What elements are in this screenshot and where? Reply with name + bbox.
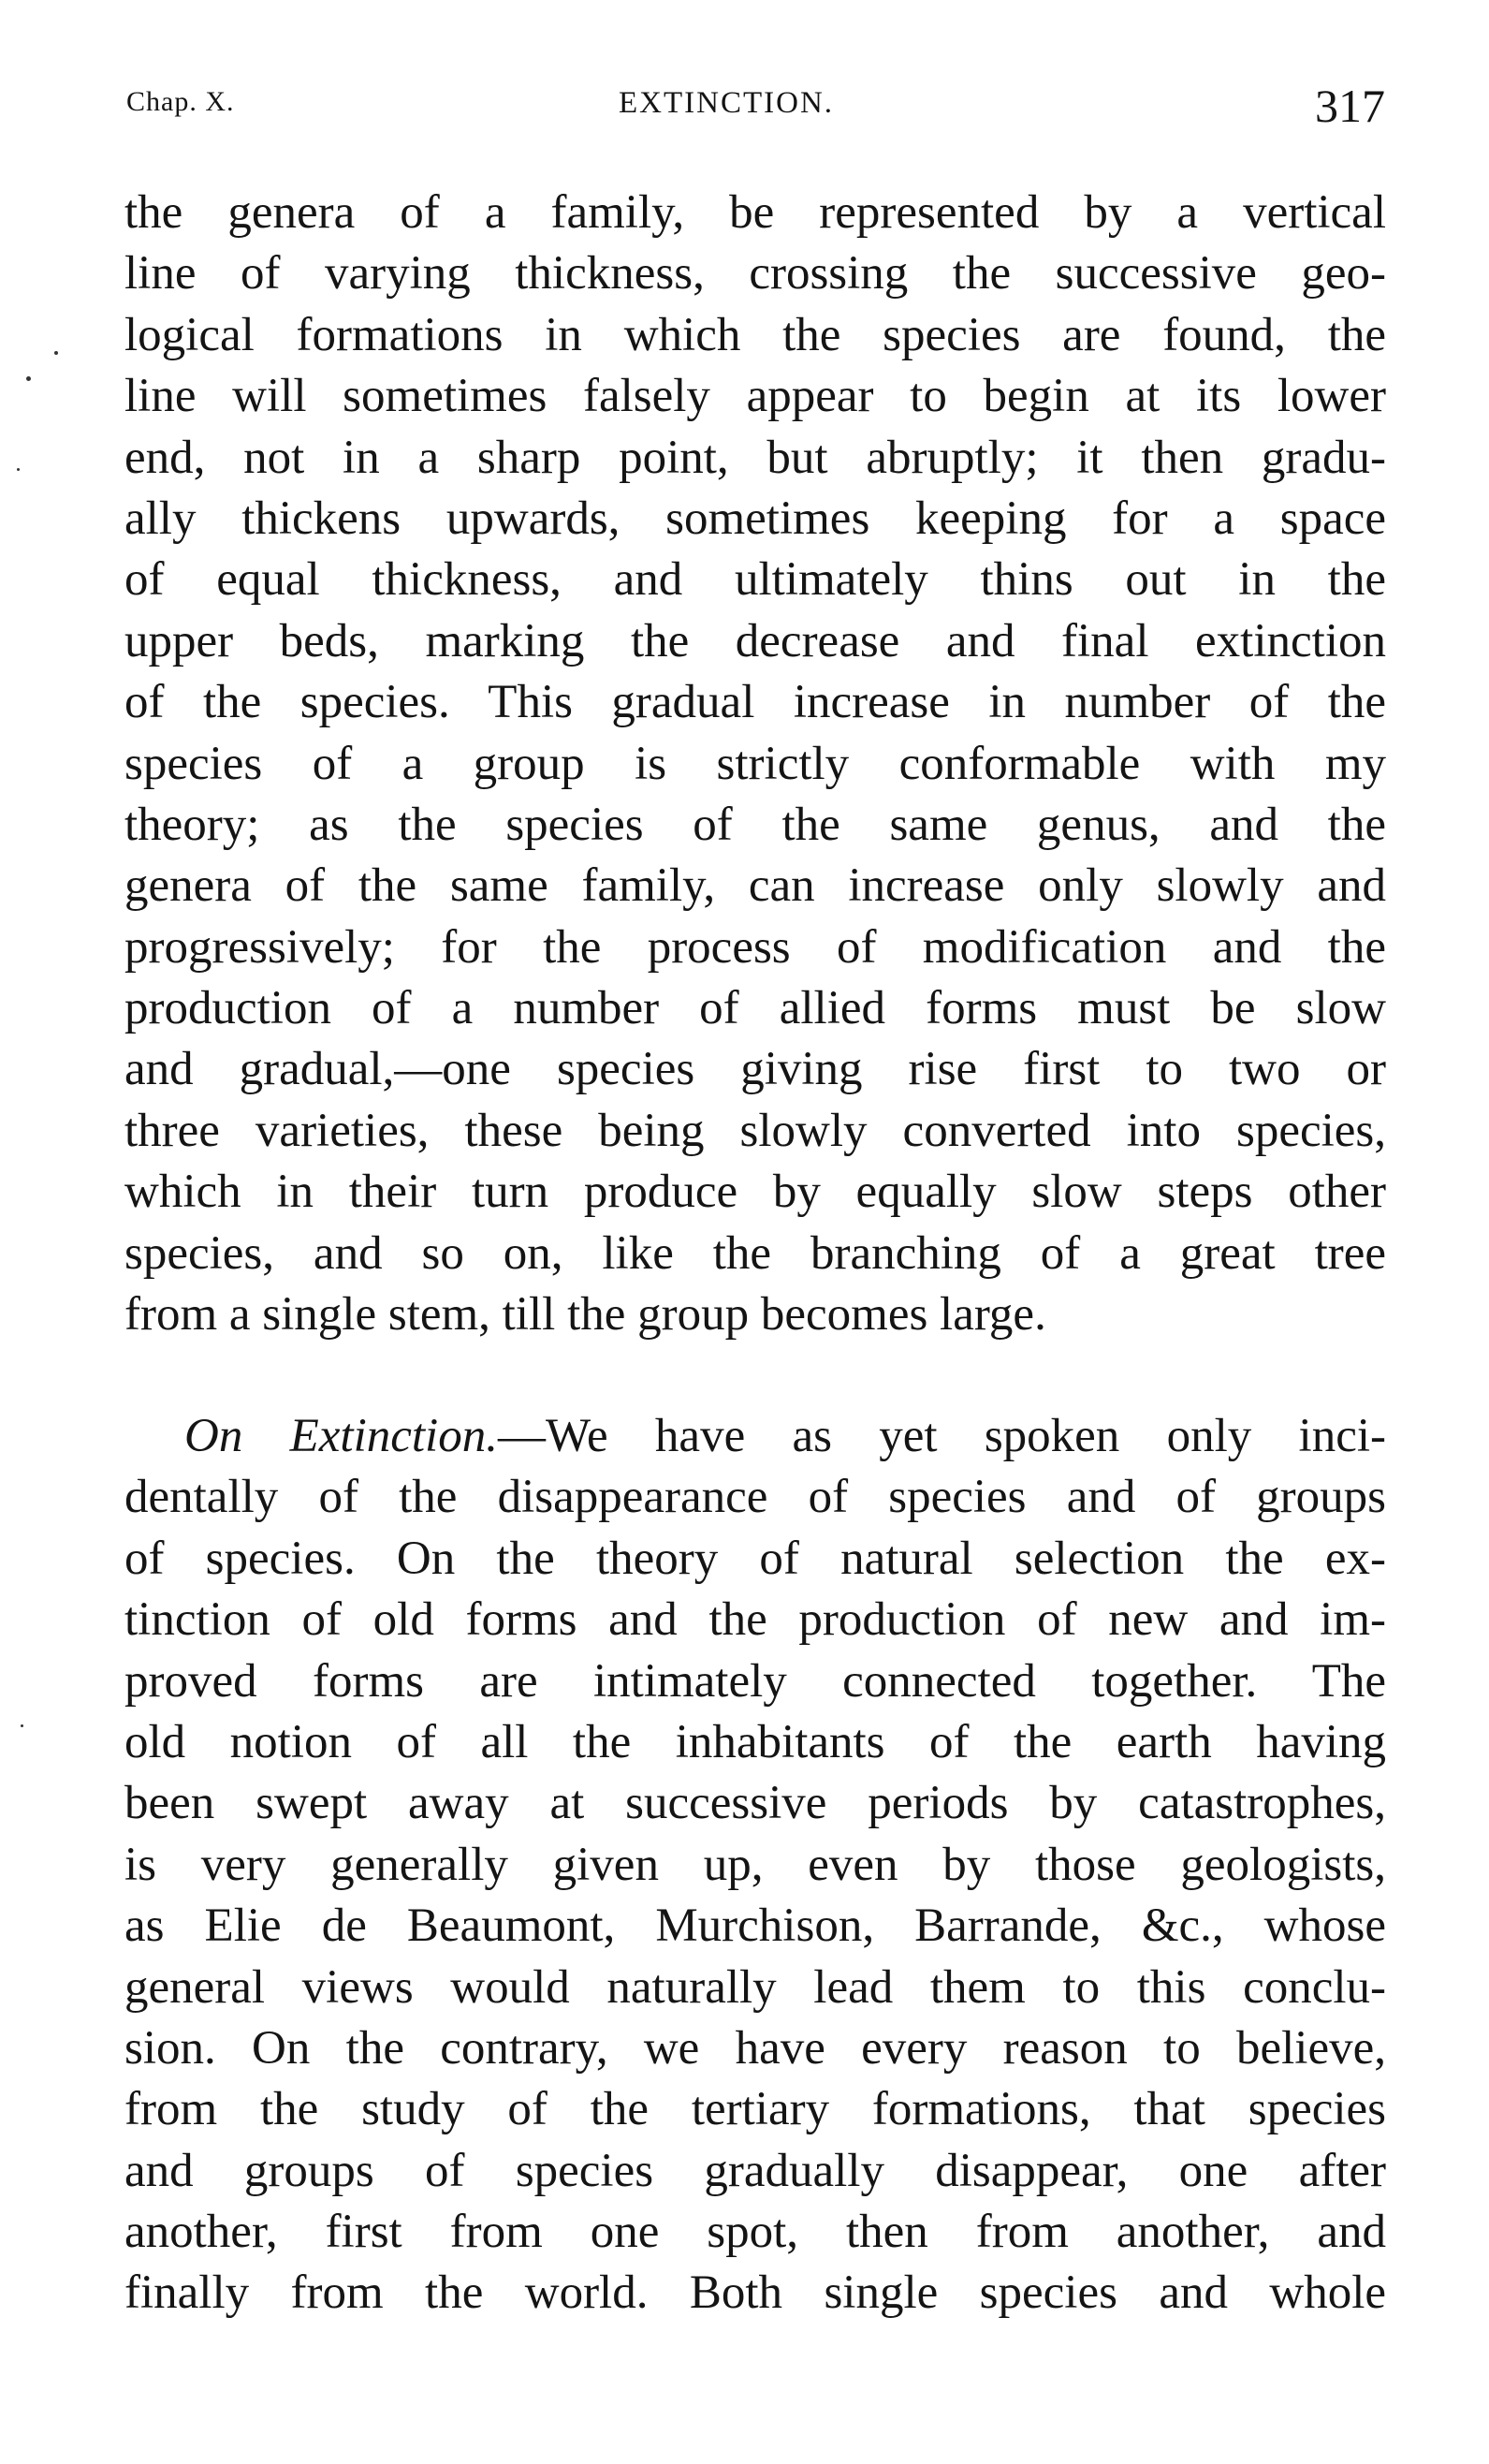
section-heading: On Extinction.: [184, 1410, 498, 1462]
text-line: of equal thickness, and ultimately thins out in the: [124, 553, 1386, 607]
page-number: 317: [1315, 80, 1385, 132]
text-line: production of a number of allied forms must be slow: [124, 982, 1386, 1035]
text-line: of species. On the theory of natural selection the ex-: [124, 1532, 1386, 1585]
text-line: from the study of the tertiary formations, that species: [124, 2083, 1386, 2136]
first-line-text: —We have as yet spoken only inci-: [497, 1410, 1386, 1462]
text-line: proved forms are intimately connected together. The: [124, 1654, 1386, 1708]
text-line: logical formations in which the species are found, the: [124, 308, 1386, 361]
text-line: progressively; for the process of modification and the: [124, 920, 1386, 974]
paragraph-continuation: [124, 183, 1386, 1345]
text-line: which in their turn produce by equally slow steps other: [124, 1166, 1386, 1219]
running-header: [126, 79, 1385, 135]
scan-speck: [21, 1724, 23, 1727]
scan-speck: [54, 351, 58, 355]
text-line: genera of the same family, can increase only slowly and: [124, 859, 1386, 913]
running-title: EXTINCTION.: [619, 86, 835, 120]
text-line: the genera of a family, be represented by a vertical: [124, 186, 1386, 239]
paragraph-on-extinction: [124, 1406, 1386, 2325]
text-line: theory; as the species of the same genus, and the: [124, 798, 1386, 851]
text-line: upper beds, marking the decrease and final extinction: [124, 614, 1386, 667]
text-line: line of varying thickness, crossing the successive geo-: [124, 247, 1386, 301]
text-line: species, and so on, like the branching of a great tree: [124, 1226, 1386, 1280]
chapter-label: Chap. X.: [126, 86, 235, 117]
text-line: finally from the world. Both single species and whole: [124, 2266, 1386, 2320]
text-line: old notion of all the inhabitants of the earth having: [124, 1715, 1386, 1768]
text-line: of the species. This gradual increase in number of the: [124, 676, 1386, 729]
text-line: species of a group is strictly conformable with my: [124, 737, 1386, 790]
text-line: from a single stem, till the group becomes large.: [124, 1288, 1046, 1342]
text-line: end, not in a sharp point, but abruptly; it then gradu-: [124, 431, 1386, 484]
scan-speck: [17, 468, 20, 471]
text-line-first: [124, 1406, 1386, 1467]
text-line: sion. On the contrary, we have every reason to believe,: [124, 2021, 1386, 2075]
text-line: is very generally given up, even by those geologists,: [124, 1838, 1386, 1891]
text-line: ally thickens upwards, sometimes keeping for a space: [124, 491, 1386, 545]
text-line: another, first from one spot, then from another, and: [124, 2206, 1386, 2259]
text-line: and groups of species gradually disappear, one after: [124, 2144, 1386, 2197]
text-line: three varieties, these being slowly converted into species,: [124, 1104, 1386, 1157]
text-line: and gradual,—one species giving rise first to two or: [124, 1043, 1386, 1096]
text-line: as Elie de Beaumont, Murchison, Barrande, &c., whose: [124, 1899, 1386, 1953]
text-line: line will sometimes falsely appear to begin at its lower: [124, 370, 1386, 423]
text-line: general views would naturally lead them to this conclu-: [124, 1960, 1386, 2014]
text-line: tinction of old forms and the production of new and im-: [124, 1593, 1386, 1647]
scan-speck: [26, 376, 31, 381]
text-line: dentally of the disappearance of species and of groups: [124, 1471, 1386, 1524]
text-line: been swept away at successive periods by catastrophes,: [124, 1777, 1386, 1830]
